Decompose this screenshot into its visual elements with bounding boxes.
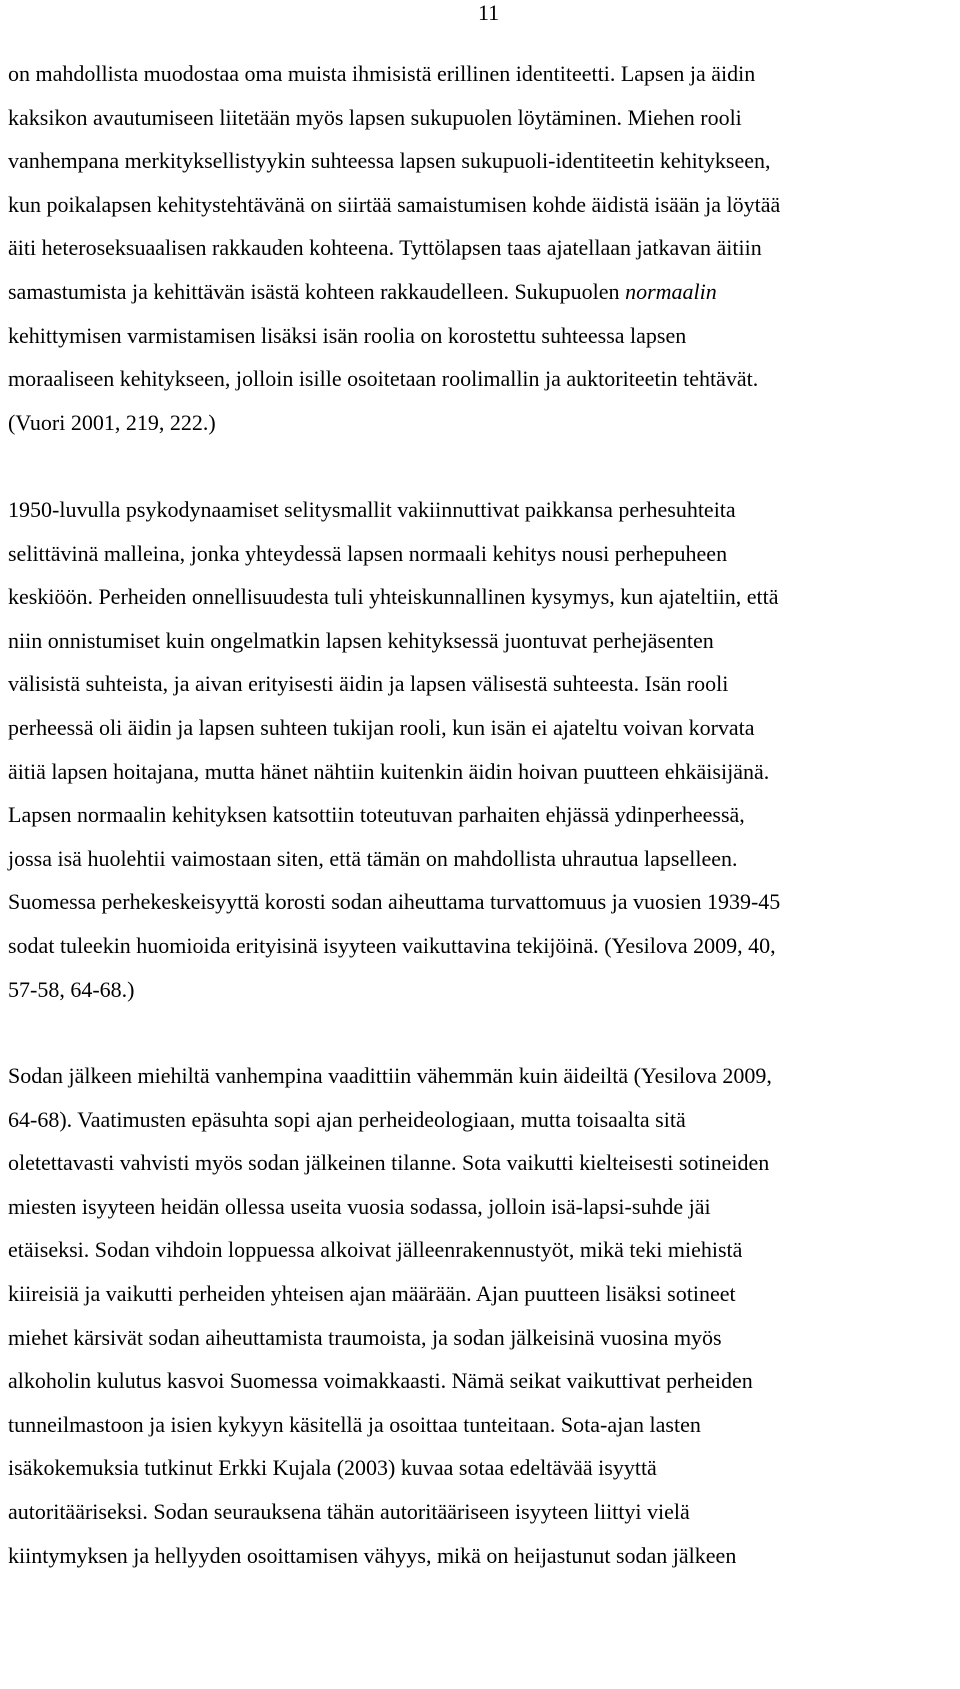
text-line [8, 1490, 958, 1534]
text-line [8, 1316, 958, 1360]
line-text: etäiseksi. Sodan vihdoin loppuessa alkoivat jälleenrakennustyöt, mikä teki miehistä [8, 1237, 743, 1263]
text-line [8, 270, 958, 314]
line-text: kehittymisen varmistamisen lisäksi isän roolia on korostettu suhteessa lapsen [8, 322, 687, 348]
text-line [8, 1359, 958, 1403]
page-number: 11 [478, 0, 500, 25]
paragraph-1 [8, 52, 958, 444]
line-text: kun poikalapsen kehitystehtävänä on siirtää samaistumisen kohde äidistä isään ja löytää [8, 191, 781, 217]
text-line [8, 52, 958, 96]
line-text: moraaliseen kehitykseen, jolloin isille osoitetaan roolimallin ja auktoriteetin tehtävät. [8, 366, 759, 392]
text-line [8, 314, 958, 358]
line-text: (Vuori 2001, 219, 222.) [8, 409, 216, 435]
line-text: 1950-luvulla psykodynaamiset selitysmallit vakiinnuttivat paikkansa perhesuhteita [8, 497, 736, 522]
paragraph-2 [8, 488, 958, 1011]
line-text: oletettavasti vahvisti myös sodan jälkeinen tilanne. Sota vaikutti kielteisesti sotineiden [8, 1150, 770, 1176]
text-line [8, 1272, 958, 1316]
text-line [8, 924, 958, 968]
text-line [8, 1228, 958, 1272]
line-text: 64-68). Vaatimusten epäsuhta sopi ajan perheideologiaan, mutta toisaalta sitä [8, 1106, 686, 1132]
line-text: samastumista ja kehittävän isästä kohteen rakkaudelleen. Sukupuolen [8, 278, 620, 304]
text-line [8, 183, 958, 227]
line-text: vanhempana merkityksellistyykin suhteessa lapsen sukupuoli-identiteetin kehitykseen, [8, 148, 771, 174]
line-text: tunneilmastoon ja isien kykyyn käsitellä ja osoittaa tunteitaan. Sota-ajan lasten [8, 1411, 701, 1437]
text-line [8, 1098, 958, 1142]
text-line [8, 96, 958, 140]
line-text: perheessä oli äidin ja lapsen suhteen tukijan rooli, kun isän ei ajateltu voivan korvata [8, 714, 755, 740]
line-text: välisistä suhteista, ja aivan erityisesti äidin ja lapsen välisestä suhteesta. Isän rooli [8, 671, 729, 697]
text-line [8, 488, 958, 532]
text-line [8, 706, 958, 750]
line-text: Suomessa perhekeskeisyyttä korosti sodan aiheuttama turvattomuus ja vuosien 1939-45 [8, 889, 781, 915]
line-text: keskiöön. Perheiden onnellisuudesta tuli yhteiskunnallinen kysymys, kun ajateltiin, että [8, 584, 779, 610]
text-line [8, 1054, 958, 1098]
line-text: äiti heteroseksuaalisen rakkauden kohteena. Tyttölapsen taas ajatellaan jatkavan äitiin [8, 235, 762, 261]
line-text: kiintymyksen ja hellyyden osoittamisen vähyys, mikä on heijastunut sodan jälkeen [8, 1542, 737, 1568]
text-line [8, 401, 958, 445]
emphasized-word: normaalin [625, 278, 717, 304]
text-line [8, 575, 958, 619]
text-line [8, 793, 958, 837]
text-line [8, 357, 958, 401]
text-line [8, 750, 958, 794]
line-text: 57-58, 64-68.) [8, 976, 135, 1002]
line-text: alkoholin kulutus kasvoi Suomessa voimakkaasti. Nämä seikat vaikuttivat perheiden [8, 1368, 753, 1394]
text-line [8, 1141, 958, 1185]
text-line [8, 619, 958, 663]
line-text: miehet kärsivät sodan aiheuttamista traumoista, ja sodan jälkeisinä vuosina myös [8, 1324, 722, 1350]
line-text: autoritääriseksi. Sodan seurauksena tähän autoritääriseen isyyteen liittyi vielä [8, 1498, 690, 1524]
paragraph-3 [8, 1054, 958, 1577]
line-text: isäkokemuksia tutkinut Erkki Kujala (2003) kuvaa sotaa edeltävää isyyttä [8, 1455, 657, 1481]
text-line [8, 880, 958, 924]
text-line [8, 837, 958, 881]
text-line [8, 1185, 958, 1229]
text-line [8, 1446, 958, 1490]
text-line [8, 968, 958, 1012]
text-line [8, 226, 958, 270]
line-text: Sodan jälkeen miehiltä vanhempina vaadittiin vähemmän kuin äideiltä (Yesilova 2009, [8, 1063, 772, 1088]
line-text: on mahdollista muodostaa oma muista ihmisistä erillinen identiteetti. Lapsen ja äidin [8, 61, 756, 86]
line-text: selittävinä malleina, jonka yhteydessä lapsen normaali kehitys nousi perhepuheen [8, 540, 728, 566]
line-text: kaksikon avautumiseen liitetään myös lapsen sukupuolen löytäminen. Miehen rooli [8, 104, 742, 130]
line-text: miesten isyyteen heidän ollessa useita vuosia sodassa, jolloin isä-lapsi-suhde jäi [8, 1193, 711, 1219]
text-line [8, 1403, 958, 1447]
text-line [8, 662, 958, 706]
text-line [8, 1534, 958, 1578]
line-text: äitiä lapsen hoitajana, mutta hänet nähtiin kuitenkin äidin hoivan puutteen ehkäisijänä. [8, 758, 770, 784]
text-line [8, 139, 958, 183]
text-line [8, 532, 958, 576]
line-text: jossa isä huolehtii vaimostaan siten, että tämän on mahdollista uhrautua lapselleen. [8, 845, 738, 871]
line-text: kiireisiä ja vaikutti perheiden yhteisen ajan määrään. Ajan puutteen lisäksi sotineet [8, 1280, 736, 1306]
line-text: sodat tuleekin huomioida erityisinä isyyteen vaikuttavina tekijöinä. (Yesilova 2009, 40, [8, 932, 776, 958]
line-text: niin onnistumiset kuin ongelmatkin lapsen kehityksessä juontuvat perhejäsenten [8, 627, 714, 653]
line-text: Lapsen normaalin kehityksen katsottiin toteutuvan parhaiten ehjässä ydinperheessä, [8, 802, 745, 828]
